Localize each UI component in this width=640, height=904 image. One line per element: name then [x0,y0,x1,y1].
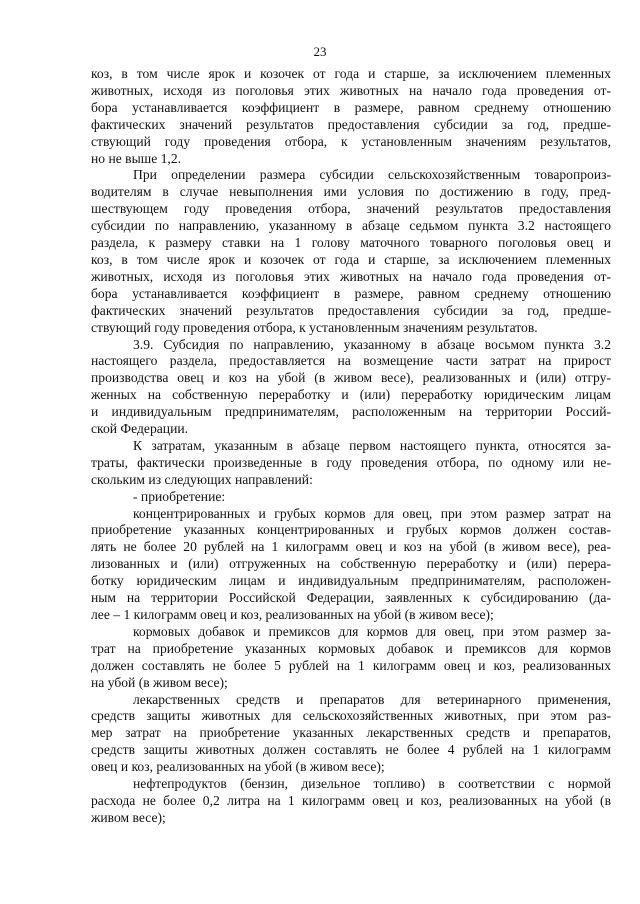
text-line: концентрированных и грубых кормов для овец, при этом размер затрат на [133,505,611,521]
text-line: приобретение указанных концентрированных и грубых кормов должен состав- [91,522,611,538]
text-line: бора устанавливается коэффициент в размере, равном среднему отношению [91,285,611,301]
text-line: расхода не более 0,2 литра на 1 килограмм овец и коз, реализованных на убой (в [91,792,611,808]
text-line: но не выше 1,2. [91,150,182,166]
text-line: нефтепродуктов (бензин, дизельное топливо) в соответствии с нормой [133,776,611,792]
text-line: лять не более 20 рублей на 1 килограмм овец и коз на убой (в живом весе), реа- [91,539,611,555]
text-line: ботку юридическим лицам и индивидуальным предпринимателям, расположен- [91,573,611,589]
text-line: водителям в случае невыполнения ими условия по достижению в году, пред- [91,184,611,200]
text-line: раздела, к размеру ставки на 1 голову маточного товарного поголовья овец и [91,235,611,251]
text-line: лекарственных средств и препаратов для ветеринарного применения, [133,691,611,707]
body-text [91,66,611,827]
text-line: К затратам, указанным в абзаце первом настоящего пункта, относятся за- [133,437,611,453]
text-line: - приобретение: [133,488,226,504]
text-line: скольким из следующих направлений: [91,471,313,487]
text-line: При определении размера субсидии сельскохозяйственным товаропроиз- [133,167,611,183]
text-line: фактических значений результатов предоставления субсидии за год, предше- [91,302,611,318]
text-line: фактических значений результатов предоставления субсидии за год, предше- [91,116,611,132]
text-line: 3.9. Субсидия по направлению, указанному в абзаце восьмом пункта 3.2 [133,336,611,352]
text-line: и индивидуальным предпринимателям, расположенным на территории Россий- [91,404,611,420]
text-line: ствующий году проведения отбора, к установленным значениям результатов. [91,319,538,335]
text-line: животных, исходя из поголовья этих животных на начало года проведения от- [91,82,611,98]
text-line: трат на приобретение указанных кормовых добавок и премиксов для кормов [91,640,611,656]
text-line: субсидии по направлению, указанному в абзаце седьмом пункта 3.2 настоящего [91,218,611,234]
text-line: ской Федерации. [91,421,189,437]
text-line: ным на территории Российской Федерации, заявленных к субсидированию (да- [91,590,611,606]
text-line: настоящего раздела, предоставляется на возмещение части затрат на прирост [91,353,611,369]
text-line: лизованных и (или) отгруженных на собственную переработку и (или) перера- [91,556,611,572]
text-line: производства овец и коз на убой (в живом весе), реализованных и (или) отгру- [91,370,611,386]
text-line: траты, фактически произведенные в году проведения отбора, по одному или не- [91,454,611,470]
text-line: должен составлять не более 5 рублей на 1 килограмм овец и коз, реализованных [91,657,611,673]
text-line: овец и коз, реализованных на убой (в живом весе); [91,759,385,775]
page-number: 23 [313,44,327,59]
text-line: лее – 1 килограмм овец и коз, реализованных на убой (в живом весе); [91,607,494,622]
text-line: шествующем году проведения отбора, значений результатов предоставления [91,201,611,217]
text-line: ствующий году проведения отбора, к установленным значениям результатов, [91,133,611,149]
text-line: животных, исходя из поголовья этих животных на начало года проведения от- [91,268,611,284]
text-line: женных на собственную переработку и (или) переработку юридическим лицам [91,387,611,403]
text-line: коз, в том числе ярок и козочек от года и старше, за исключением племенных [91,66,611,81]
text-line: мер затрат на приобретение указанных лекарственных средств и препаратов, [91,725,611,741]
text-line: коз, в том числе ярок и козочек от года и старше, за исключением племенных [91,251,611,267]
text-line: средств защиты животных для сельскохозяйственных животных, при этом раз- [91,708,611,724]
text-line: на убой (в живом весе); [91,674,228,690]
text-line: живом весе); [91,809,166,825]
text-line: средств защиты животных должен составлять не более 4 рублей на 1 килограмм [91,742,611,758]
text-line: бора устанавливается коэффициент в размере, равном среднему отношению [91,99,611,115]
text-line: кормовых добавок и премиксов для кормов для овец, при этом размер за- [133,623,611,639]
